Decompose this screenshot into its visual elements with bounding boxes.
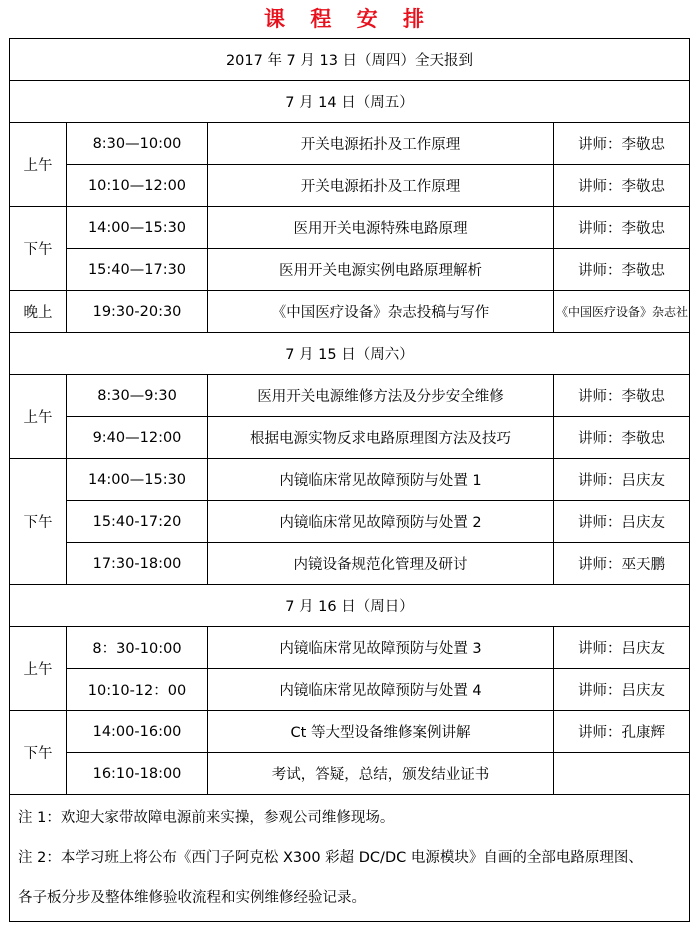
lecturer-cell: 讲师：李敬忠 [554, 417, 690, 459]
day-header: 7 月 16 日（周日） [10, 585, 690, 627]
page-title: 课 程 安 排 [264, 7, 433, 31]
topic-cell: 考试，答疑，总结，颁发结业证书 [208, 753, 554, 795]
topic-cell: 根据电源实物反求电路原理图方法及技巧 [208, 417, 554, 459]
table-row [10, 417, 690, 459]
period-cell: 下午 [10, 711, 67, 795]
time-cell: 14:00—15:30 [67, 459, 208, 501]
table-row [10, 501, 690, 543]
lecturer-cell [554, 753, 690, 795]
period-cell: 晚上 [10, 291, 67, 333]
lecturer-cell: 《中国医疗设备》杂志社 [554, 291, 690, 333]
time-cell: 16:10-18:00 [67, 753, 208, 795]
table-row [10, 291, 690, 333]
topic-cell: 内镜临床常见故障预防与处置 2 [208, 501, 554, 543]
period-cell: 下午 [10, 207, 67, 291]
lecturer-cell: 讲师：李敬忠 [554, 123, 690, 165]
arrival-text: 2017 年 7 月 13 日（周四）全天报到 [10, 39, 690, 81]
time-cell: 10:10-12：00 [67, 669, 208, 711]
topic-cell: 《中国医疗设备》杂志投稿与写作 [208, 291, 554, 333]
note-1: 注 1：欢迎大家带故障电源前来实操，参观公司维修现场。 [18, 810, 395, 826]
time-cell: 8:30—10:00 [67, 123, 208, 165]
table-row [10, 123, 690, 165]
time-cell: 10:10—12:00 [67, 165, 208, 207]
time-cell: 8:30—9:30 [67, 375, 208, 417]
period-cell: 上午 [10, 627, 67, 711]
time-cell: 17:30-18:00 [67, 543, 208, 585]
topic-cell: 内镜临床常见故障预防与处置 1 [208, 459, 554, 501]
period-cell: 上午 [10, 123, 67, 207]
time-cell: 15:40-17:20 [67, 501, 208, 543]
topic-cell: 开关电源拓扑及工作原理 [208, 165, 554, 207]
lecturer-cell: 讲师：吕庆友 [554, 627, 690, 669]
lecturer-cell: 讲师：李敬忠 [554, 249, 690, 291]
time-cell: 9:40—12:00 [67, 417, 208, 459]
note-2-continued: 各子板分步及整体维修验收流程和实例维修经验记录。 [18, 890, 366, 906]
table-row [10, 543, 690, 585]
time-cell: 14:00-16:00 [67, 711, 208, 753]
lecturer-cell: 讲师：李敬忠 [554, 207, 690, 249]
topic-cell: 开关电源拓扑及工作原理 [208, 123, 554, 165]
notes-cell [10, 795, 690, 922]
notes-row [10, 795, 690, 922]
day-header-row [10, 585, 690, 627]
topic-cell: 内镜临床常见故障预防与处置 4 [208, 669, 554, 711]
lecturer-cell: 讲师：李敬忠 [554, 375, 690, 417]
lecturer-cell: 讲师：巫天鹏 [554, 543, 690, 585]
day-header: 7 月 15 日（周六） [10, 333, 690, 375]
day-header-row [10, 333, 690, 375]
arrival-row [10, 39, 690, 81]
topic-cell: 医用开关电源特殊电路原理 [208, 207, 554, 249]
lecturer-cell: 讲师：吕庆友 [554, 669, 690, 711]
topic-cell: 内镜临床常见故障预防与处置 3 [208, 627, 554, 669]
table-row [10, 753, 690, 795]
topic-cell: Ct 等大型设备维修案例讲解 [208, 711, 554, 753]
table-row [10, 711, 690, 753]
period-cell: 上午 [10, 375, 67, 459]
table-row [10, 669, 690, 711]
topic-cell: 医用开关电源维修方法及分步安全维修 [208, 375, 554, 417]
day-header-row [10, 81, 690, 123]
lecturer-cell: 讲师：李敬忠 [554, 165, 690, 207]
note-2: 注 2：本学习班上将公布《西门子阿克松 X300 彩超 DC/DC 电源模块》自画的全部电路原理图、 [18, 850, 643, 866]
time-cell: 14:00—15:30 [67, 207, 208, 249]
table-row [10, 627, 690, 669]
table-row [10, 165, 690, 207]
topic-cell: 内镜设备规范化管理及研讨 [208, 543, 554, 585]
time-cell: 19:30-20:30 [67, 291, 208, 333]
period-cell: 下午 [10, 459, 67, 585]
lecturer-cell: 讲师：吕庆友 [554, 501, 690, 543]
topic-cell: 医用开关电源实例电路原理解析 [208, 249, 554, 291]
table-row [10, 375, 690, 417]
table-row [10, 207, 690, 249]
table-row [10, 459, 690, 501]
schedule-table [9, 38, 690, 922]
lecturer-cell: 讲师：吕庆友 [554, 459, 690, 501]
time-cell: 15:40—17:30 [67, 249, 208, 291]
table-row [10, 249, 690, 291]
lecturer-cell: 讲师：孔康辉 [554, 711, 690, 753]
time-cell: 8：30-10:00 [67, 627, 208, 669]
day-header: 7 月 14 日（周五） [10, 81, 690, 123]
